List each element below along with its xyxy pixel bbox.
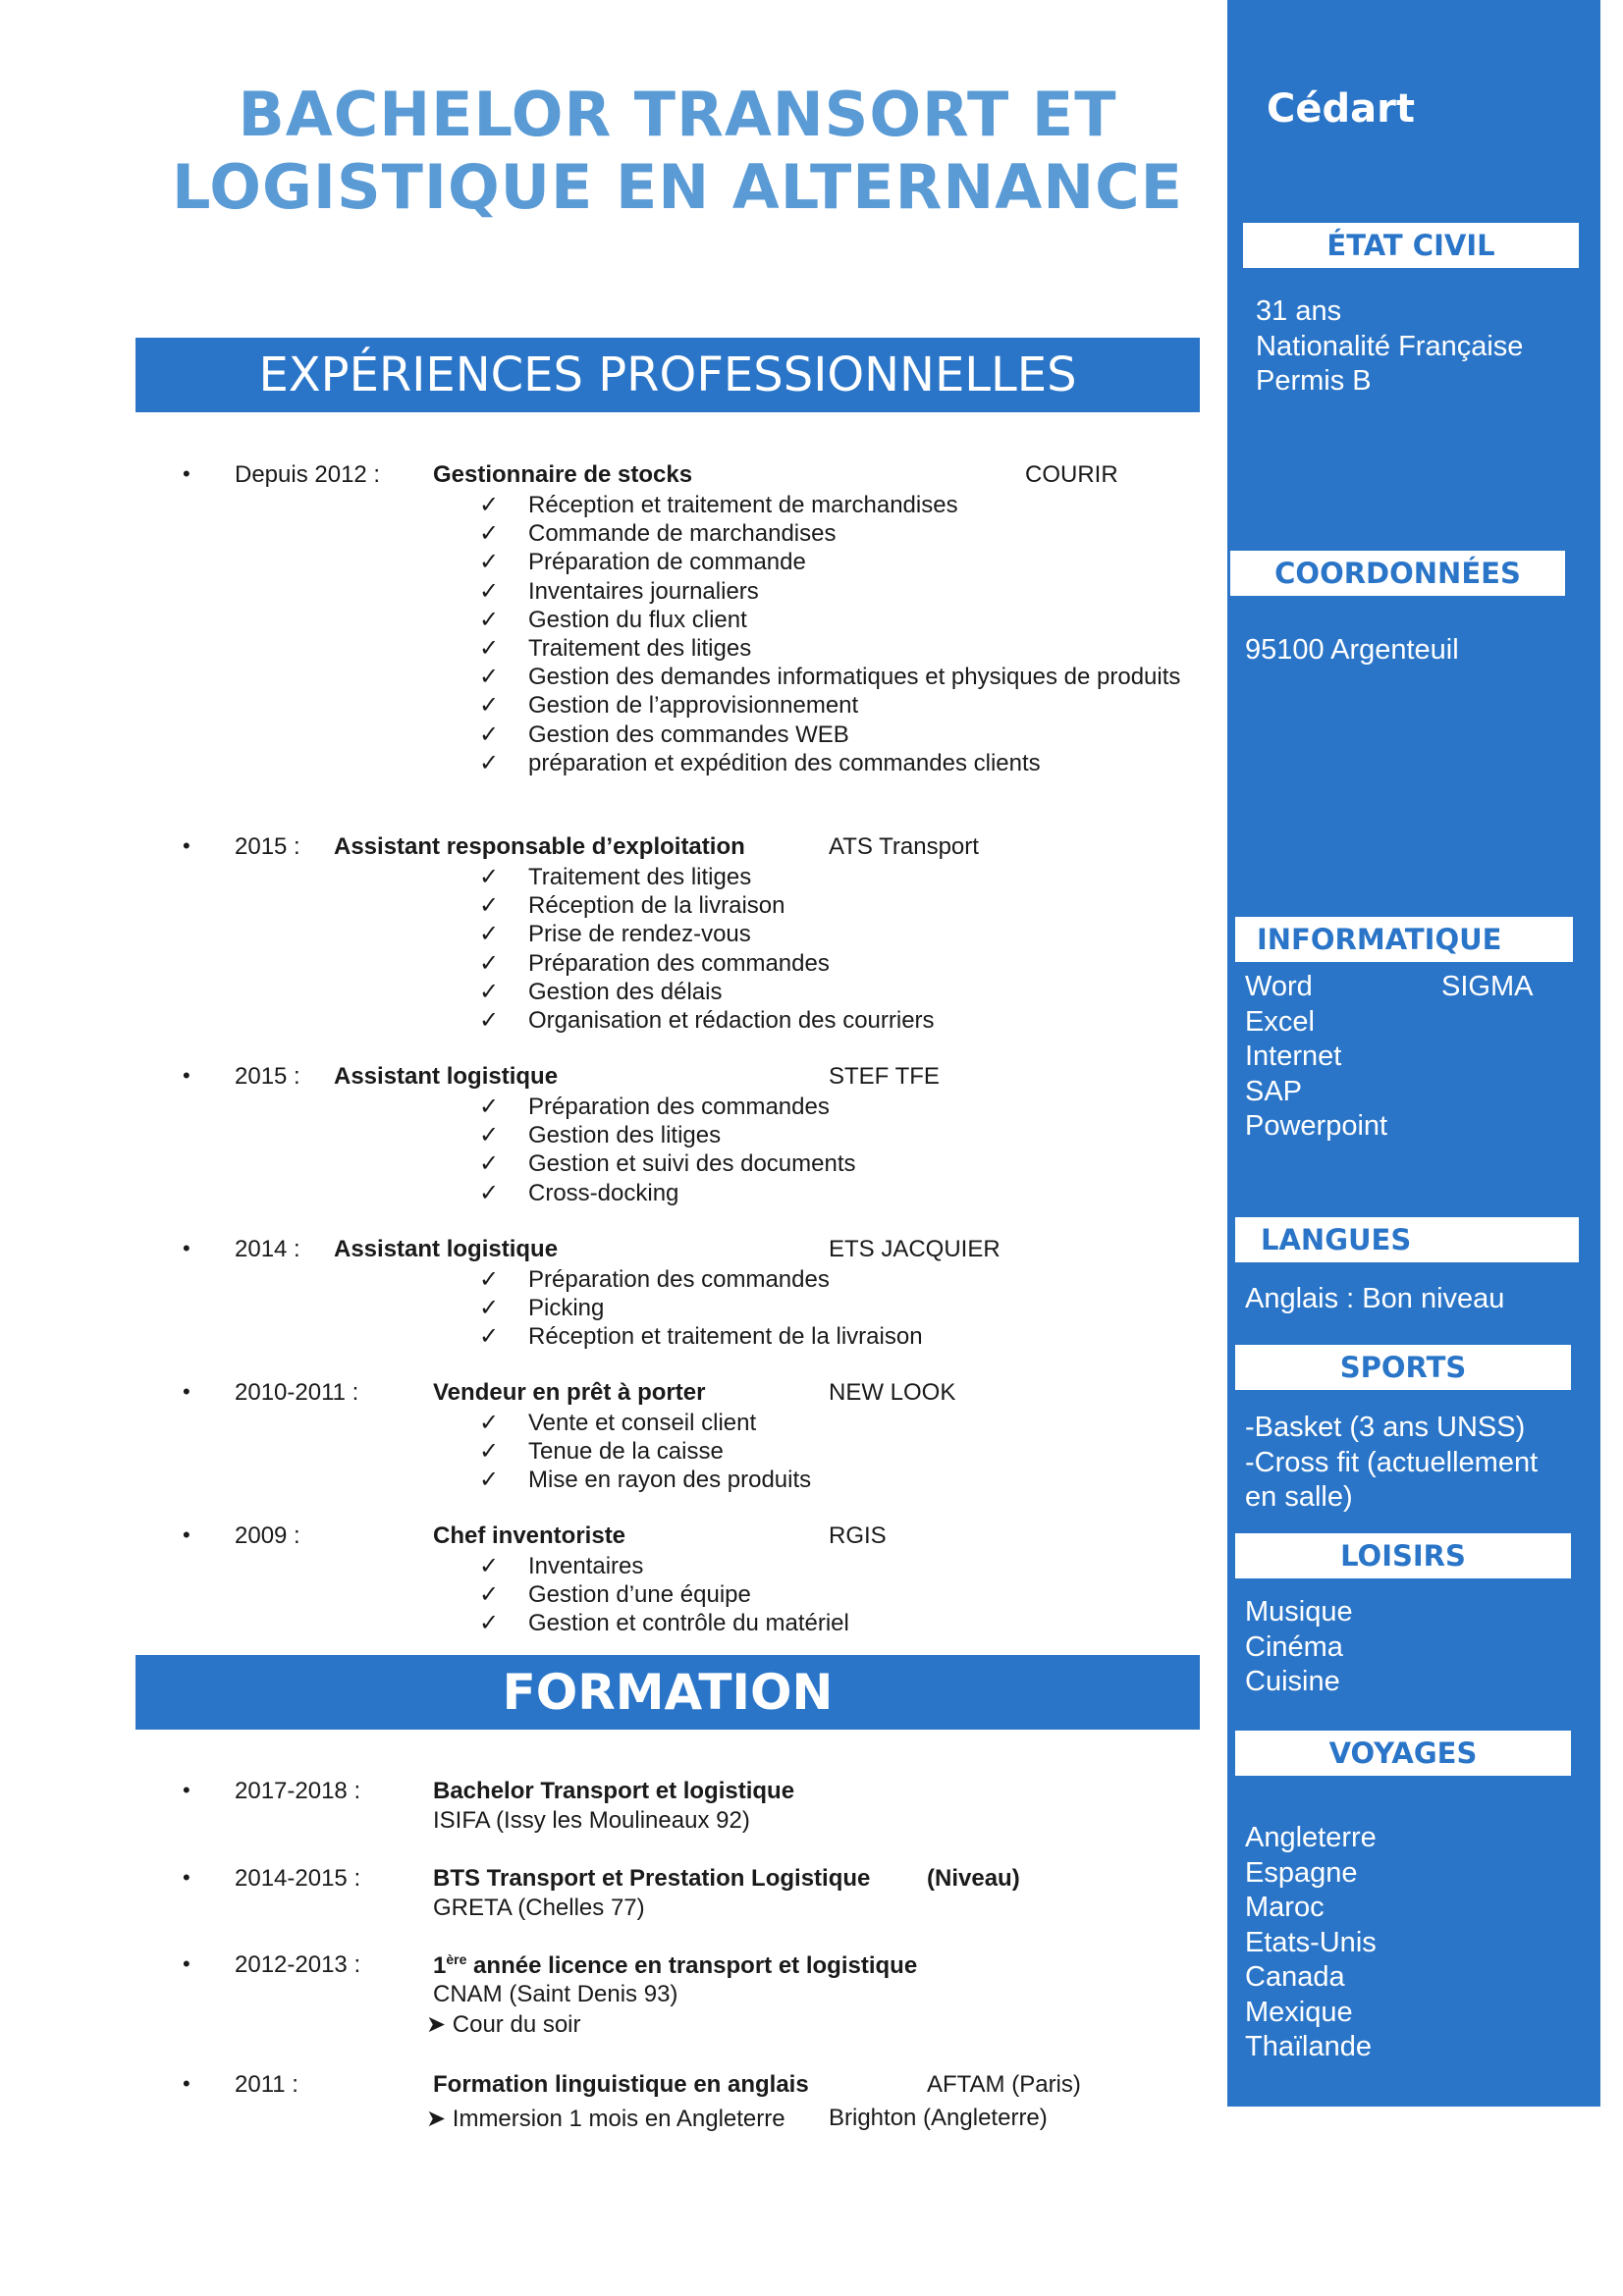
heading-sports: SPORTS [1235, 1345, 1571, 1390]
check-icon: ✓ [479, 1553, 500, 1579]
formation-note: ➤ Immersion 1 mois en Angleterre [426, 2106, 785, 2132]
experience-date: 2014 : [235, 1236, 300, 1262]
bullet-icon: • [183, 833, 190, 858]
voyages-details: Angleterre Espagne Maroc Etats-Unis Canada Mexique Thaïlande [1245, 1822, 1377, 2062]
experience-date: 2009 : [235, 1522, 300, 1549]
heading-voyages: VOYAGES [1235, 1731, 1571, 1776]
check-icon: ✓ [479, 949, 500, 977]
experience-date: 2015 : [235, 833, 300, 860]
task-list [0, 1409, 1208, 1495]
arrow-icon: ➤ [426, 2011, 447, 2038]
list-item: ✓ Gestion des demandes informatiques et physiques de produits [479, 664, 1181, 691]
formation-date: 2011 : [235, 2071, 298, 2098]
formation-school: ISIFA (Issy les Moulineaux 92) [433, 1807, 750, 1834]
check-icon: ✓ [479, 1007, 500, 1035]
title-line-1: BACHELOR TRANSORT ET [238, 79, 1117, 150]
langues-details: Anglais : Bon niveau [1245, 1283, 1505, 1314]
bullet-icon: • [183, 461, 190, 486]
check-icon: ✓ [479, 492, 500, 518]
formation-diploma: 1ère année licence en transport et logistique [433, 1951, 918, 1979]
check-icon: ✓ [479, 1179, 500, 1206]
experience-role: Assistant logistique [334, 1236, 559, 1262]
formation-diploma: Formation linguistique en anglais [433, 2071, 809, 2098]
formation-entry [0, 1951, 1208, 2040]
check-icon: ✓ [479, 749, 500, 776]
list-item: ✓ Préparation des commandes [479, 949, 830, 977]
page-title [137, 79, 1217, 224]
bullet-icon: • [183, 1236, 190, 1260]
etat-civil-details: 31 ans Nationalité Française Permis B [1256, 295, 1524, 397]
check-icon: ✓ [479, 864, 500, 890]
experience-entry [0, 1379, 1208, 1495]
sports-details: -Basket (3 ans UNSS) -Cross fit (actuellement en salle) [1245, 1412, 1539, 1513]
check-icon: ✓ [479, 978, 500, 1005]
task-list [0, 491, 1208, 777]
formation-entry [0, 1865, 1208, 1924]
formation-diploma: BTS Transport et Prestation Logistique [433, 1865, 871, 1892]
check-icon: ✓ [479, 1581, 500, 1609]
list-item: ✓ Réception de la livraison [479, 892, 785, 920]
list-item: ✓ Préparation des commandes [479, 1266, 830, 1293]
check-icon: ✓ [479, 549, 500, 576]
experience-entry [0, 833, 1208, 1035]
experience-company: RGIS [829, 1522, 887, 1549]
bullet-icon: • [183, 1063, 190, 1088]
check-icon: ✓ [479, 1150, 500, 1178]
section-title-experiences: EXPÉRIENCES PROFESSIONNELLES [258, 347, 1077, 402]
list-item: ✓ Tenue de la caisse [479, 1438, 724, 1466]
list-item: ✓ Traitement des litiges [479, 635, 752, 663]
experience-company: NEW LOOK [829, 1379, 956, 1406]
experience-role: Gestionnaire de stocks [433, 461, 693, 488]
list-item: ✓ Gestion et suivi des documents [479, 1150, 856, 1178]
task-list [0, 1552, 1208, 1638]
formation-entry [0, 1778, 1208, 1837]
list-item: ✓ Picking [479, 1295, 605, 1322]
formation-date: 2014-2015 : [235, 1865, 361, 1892]
check-icon: ✓ [479, 1295, 500, 1322]
formation-school: AFTAM (Paris) [927, 2071, 1081, 2098]
experience-role: Assistant logistique [334, 1063, 559, 1090]
check-icon: ✓ [479, 606, 500, 633]
list-item: ✓ Cross-docking [479, 1179, 679, 1206]
list-item: ✓ Commande de marchandises [479, 520, 837, 548]
formation-entry [0, 2071, 1208, 2134]
informatique-details: Word Excel Internet SAP Powerpoint [1245, 971, 1388, 1142]
heading-etat-civil: ÉTAT CIVIL [1243, 223, 1579, 268]
section-title-formation: FORMATION [502, 1664, 834, 1721]
list-item: ✓ Prise de rendez-vous [479, 921, 751, 948]
bullet-icon: • [183, 1951, 190, 1976]
experience-role: Vendeur en prêt à porter [433, 1379, 706, 1406]
list-item: ✓ Réception et traitement de la livraison [479, 1323, 923, 1351]
list-item: ✓ Inventaires journaliers [479, 577, 759, 605]
heading-informatique: INFORMATIQUE [1235, 917, 1573, 962]
list-item: ✓ Mise en rayon des produits [479, 1467, 812, 1494]
loisirs-details: Musique Cinéma Cuisine [1245, 1596, 1353, 1697]
experience-date: Depuis 2012 : [235, 461, 381, 488]
experience-entry [0, 1522, 1208, 1638]
informatique-extra: SIGMA [1441, 971, 1534, 1002]
list-item: ✓ Réception et traitement de marchandises [479, 492, 958, 518]
list-item: ✓ Gestion de l’approvisionnement [479, 692, 859, 720]
check-icon: ✓ [479, 635, 500, 663]
bullet-icon: • [183, 1522, 190, 1547]
experience-date: 2010-2011 : [235, 1379, 359, 1406]
list-item: ✓ Préparation des commandes [479, 1094, 830, 1120]
experience-entry [0, 461, 1208, 777]
arrow-icon: ➤ [426, 2106, 447, 2132]
list-item: ✓ Gestion des commandes WEB [479, 721, 849, 748]
title-line-2: LOGISTIQUE EN ALTERNANCE [171, 151, 1184, 223]
check-icon: ✓ [479, 1438, 500, 1466]
list-item: ✓ Vente et conseil client [479, 1410, 757, 1436]
check-icon: ✓ [479, 1410, 500, 1436]
experience-entry [0, 1063, 1208, 1207]
check-icon: ✓ [479, 577, 500, 605]
check-icon: ✓ [479, 692, 500, 720]
formation-date: 2017-2018 : [235, 1778, 361, 1804]
check-icon: ✓ [479, 892, 500, 920]
check-icon: ✓ [479, 1122, 500, 1149]
formation-school: GRETA (Chelles 77) [433, 1895, 645, 1921]
experience-company: STEF TFE [829, 1063, 940, 1090]
bullet-icon: • [183, 1865, 190, 1890]
experience-company: ETS JACQUIER [829, 1236, 1001, 1262]
section-header-experiences [135, 338, 1200, 412]
check-icon: ✓ [479, 1323, 500, 1351]
experience-company: ATS Transport [829, 833, 979, 860]
check-icon: ✓ [479, 721, 500, 748]
experience-date: 2015 : [235, 1063, 300, 1090]
check-icon: ✓ [479, 1266, 500, 1293]
heading-loisirs: LOISIRS [1235, 1533, 1571, 1578]
experience-role: Chef inventoriste [433, 1522, 626, 1549]
check-icon: ✓ [479, 664, 500, 691]
heading-coordonnees: COORDONNÉES [1230, 551, 1565, 596]
check-icon: ✓ [479, 921, 500, 948]
task-list [0, 1093, 1208, 1207]
bullet-icon: • [183, 1778, 190, 1802]
formation-diploma: Bachelor Transport et logistique [433, 1778, 795, 1804]
formation-level: (Niveau) [927, 1865, 1020, 1892]
list-item: ✓ Inventaires [479, 1553, 644, 1579]
list-item: ✓ Gestion des litiges [479, 1122, 722, 1149]
list-item: ✓ Gestion des délais [479, 978, 723, 1005]
section-header-formation [135, 1655, 1200, 1730]
list-item: ✓ Gestion du flux client [479, 606, 747, 633]
list-item: ✓ Préparation de commande [479, 549, 806, 576]
coordonnees-details: 95100 Argenteuil [1245, 634, 1459, 666]
heading-langues: LANGUES [1235, 1217, 1579, 1262]
check-icon: ✓ [479, 520, 500, 548]
experience-company: COURIR [1025, 461, 1118, 488]
list-item: ✓ Gestion et contrôle du matériel [479, 1610, 849, 1637]
formation-school: CNAM (Saint Denis 93) [433, 1981, 678, 2007]
bullet-icon: • [183, 1379, 190, 1404]
check-icon: ✓ [479, 1094, 500, 1120]
experience-role: Assistant responsable d’exploitation [334, 833, 745, 860]
task-list [0, 1265, 1208, 1352]
formation-note: ➤ Cour du soir [426, 2011, 581, 2038]
formation-date: 2012-2013 : [235, 1951, 361, 1978]
candidate-name: Cédart [1267, 86, 1415, 132]
formation-note-place: Brighton (Angleterre) [829, 2105, 1048, 2131]
bullet-icon: • [183, 2071, 190, 2096]
list-item: ✓ Organisation et rédaction des courriers [479, 1007, 935, 1035]
task-list [0, 863, 1208, 1035]
check-icon: ✓ [479, 1467, 500, 1494]
list-item: ✓ Gestion d’une équipe [479, 1581, 751, 1609]
experience-entry [0, 1236, 1208, 1352]
list-item: ✓ Traitement des litiges [479, 864, 752, 890]
list-item: ✓ préparation et expédition des commandes clients [479, 749, 1041, 776]
check-icon: ✓ [479, 1610, 500, 1637]
